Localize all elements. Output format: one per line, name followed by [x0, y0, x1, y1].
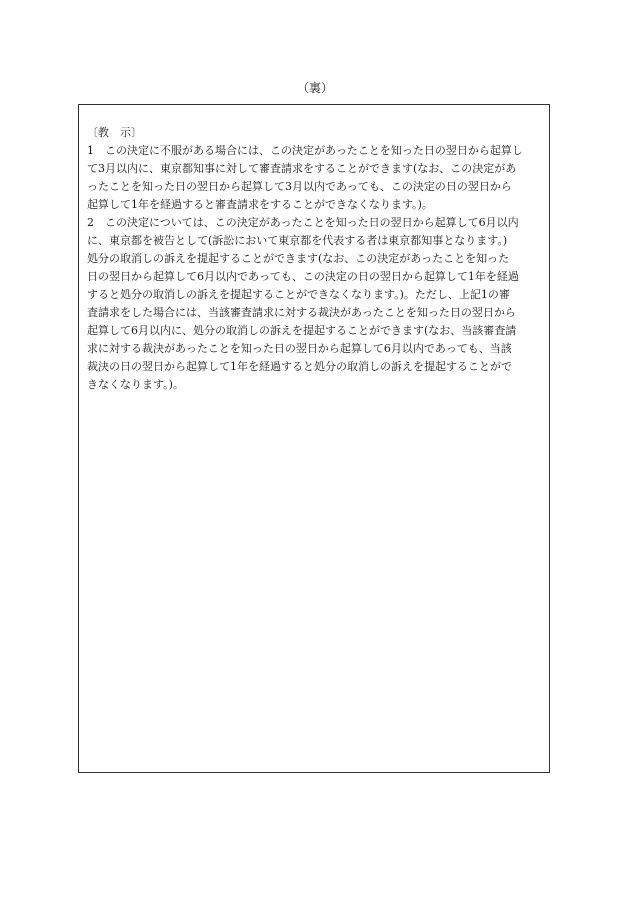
text-line: 2 この決定については、この決定があったことを知った日の翌日から起算して6月以内 [87, 216, 519, 229]
text-line: 起算して6月以内に、処分の取消しの訴えを提起することができます(なお、当該審査請 [87, 324, 517, 337]
text-line: すると処分の取消しの訴えを提起することができなくなります。)。ただし、上記1の審 [87, 288, 510, 301]
text-line: に、東京都を被告として(訴訟において東京都を代表する者は東京都知事となります。) [87, 234, 508, 247]
text-line: 処分の取消しの訴えを提起することができます(なお、この決定があったことを知った [87, 252, 510, 265]
page-label: （裏） [296, 81, 333, 95]
notice-box [78, 104, 550, 773]
notice-paragraph-2 [87, 214, 542, 394]
text-line: 査請求をした場合には、当該審査請求に対する裁決があったことを知った日の翌日から [87, 306, 516, 319]
text-line: きなくなります。)。 [87, 378, 184, 391]
text-line: 日の翌日から起算して6月以内であっても、この決定の日の翌日から起算して1年を経過 [87, 270, 519, 283]
text-line: ったことを知った日の翌日から起算して3月以内であっても、この決定の日の翌日から [87, 180, 512, 193]
notice-heading: 〔教 示〕 [87, 126, 142, 139]
notice-paragraph-1 [87, 142, 542, 214]
text-line: 裁決の日の翌日から起算して1年を経過すると処分の取消しの訴えを提起することがで [87, 360, 512, 373]
text-line: 求に対する裁決があったことを知った日の翌日から起算して6月以内であっても、当該 [87, 342, 512, 355]
text-line: て3月以内に、東京都知事に対して審査請求をすることができます(なお、この決定があ [87, 162, 517, 175]
text-line: 1 この決定に不服がある場合には、この決定があったことを知った日の翌日から起算し [87, 144, 523, 157]
text-line: 起算して1年を経過すると審査請求をすることができなくなります。)。 [87, 198, 433, 211]
